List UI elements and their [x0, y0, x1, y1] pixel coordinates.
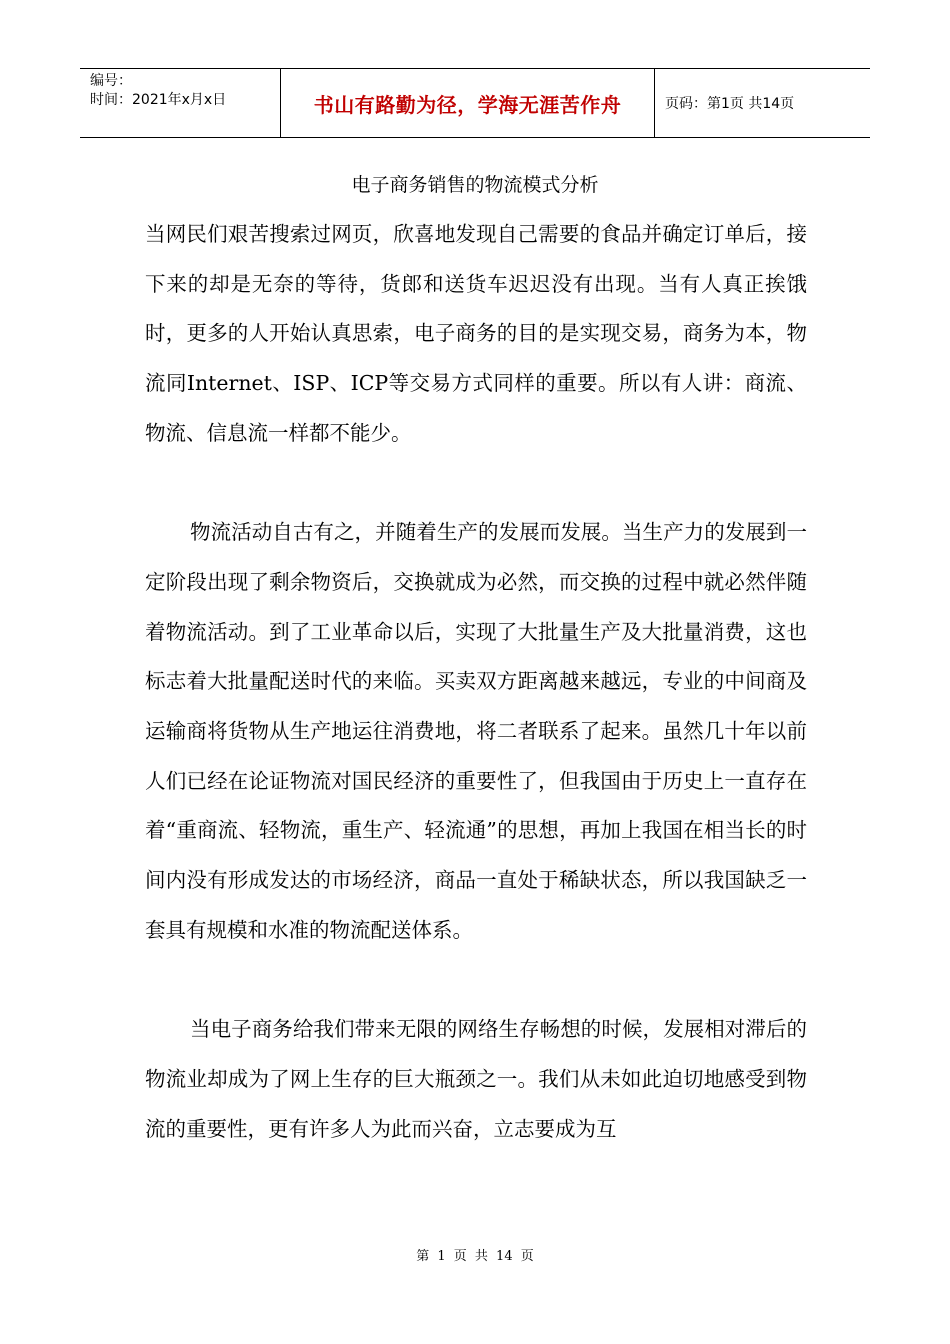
paragraph-spacer: [145, 459, 807, 509]
header-meta: [80, 69, 281, 137]
header-motto-cell: [281, 69, 655, 137]
document-number-label: 编号：: [90, 73, 132, 89]
document-body: [145, 210, 807, 1154]
header-motto: 书山有路勤为径，学海无涯苦作舟: [313, 92, 622, 117]
paragraph-1: 当网民们艰苦搜索过网页，欣喜地发现自己需要的食品并确定订单后，接下来的却是无奈的等待，货郎和送货车迟迟没有出现。当有人真正挨饿时，更多的人开始认真思索，电子商务的目的是实现交易，商务为本，物流同Internet、ISP、ICP等交易方式同样的重要。所以有人讲：商流、物流、信息流一样都不能少。: [145, 222, 807, 445]
header-page-info: 页码：第1页 共14页: [665, 96, 795, 112]
paragraph-2: 物流活动自古有之，并随着生产的发展而发展。当生产力的发展到一定阶段出现了剩余物资后，交换就成为必然，而交换的过程中就必然伴随着物流活动。到了工业革命以后，实现了大批量生产及大批量消费，这也标志着大批量配送时代的来临。买卖双方距离越来越远，专业的中间商及运输商将货物从生产地运往消费地，将二者联系了起来。虽然几十年以前人们已经在论证物流对国民经济的重要性了，但我国由于历史上一直存在着“重商流、轻物流，重生产、轻流通”的思想，再加上我国在相当长的时间内没有形成发达的市场经济，商品一直处于稀缺状态，所以我国缺乏一套具有规模和水准的物流配送体系。: [145, 520, 807, 942]
document-title: 电子商务销售的物流模式分析: [351, 174, 599, 196]
document-header: [80, 68, 870, 138]
document-time-label: 时间：2021年x月x日: [90, 92, 227, 108]
paragraph-3: 当电子商务给我们带来无限的网络生存畅想的时候，发展相对滞后的物流业却成为了网上生存的巨大瓶颈之一。我们从未如此迫切地感受到物流的重要性，更有许多人为此而兴奋，立志要成为互: [145, 1017, 807, 1141]
paragraph-spacer: [145, 956, 807, 1006]
page-footer: 第 1 页 共 14 页: [416, 1249, 534, 1264]
